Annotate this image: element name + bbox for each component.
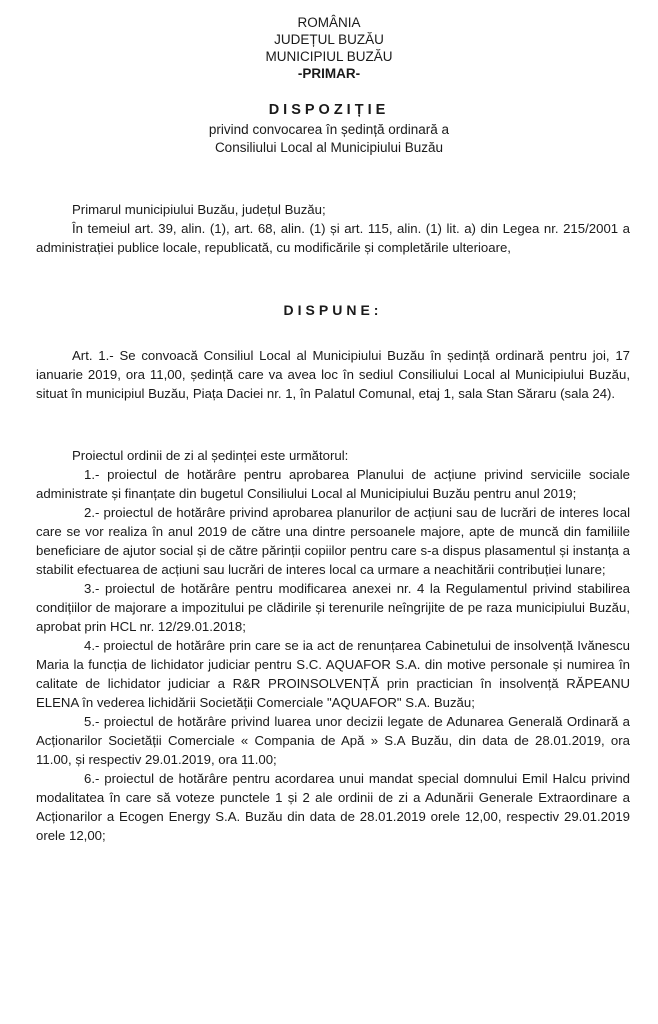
header-county: JUDEȚUL BUZĂU bbox=[274, 32, 384, 47]
header-municipality: MUNICIPIUL BUZĂU bbox=[265, 49, 393, 64]
subtitle-line-2: Consiliului Local al Municipiului Buzău bbox=[214, 140, 444, 155]
header-mayor: -PRIMAR- bbox=[297, 66, 361, 81]
dispune-label: DISPUNE: bbox=[283, 302, 383, 318]
agenda-item: 2.- proiectul de hotărâre privind aprobarea planurilor de acțiuni sau de lucrări de interes local care se vor realiza în anul 2019 de către una dintre persoanele majore, apte de muncă din familiile beneficiare de ajutor social și de către părinții copiilor pentru care s-a dispus plasamentul și instanța a stabilit efectuarea de acțiuni sau lucrări de interes local ca urmare a neachitării contribuției lunare; bbox=[36, 505, 630, 577]
document-subtitle bbox=[0, 121, 658, 157]
header-country: ROMÂNIA bbox=[297, 15, 361, 30]
agenda-item: 4.- proiectul de hotărâre prin care se ia act de renunțarea Cabinetului de insolvență Ivănescu Maria la funcția de lichidator judiciar pentru S.C. AQUAFOR S.A. din motive personale și numirea în calitate de lichidator judiciar a R&R PROINSOLVENȚĂ prin practician în insolvență RĂPEANU ELENA în vederea lichidării Societății Comerciale "AQUAFOR" S.A. Buzău; bbox=[36, 638, 630, 710]
document-title: DISPOZIȚIE bbox=[268, 102, 390, 118]
preamble-legal-basis: În temeiul art. 39, alin. (1), art. 68, alin. (1) și art. 115, alin. (1) lit. a) din Legea nr. 215/2001 a administrației publice locale, republicată, cu modificările și completările ulterioare, bbox=[36, 221, 630, 255]
agenda-item: 5.- proiectul de hotărâre privind luarea unor decizii legate de Adunarea Generală Ordinară a Acționarilor Societății Comerciale « Compania de Apă » S.A Buzău, din data de 28.01.2019, ora 11.00, și respectiv 29.01.2019, ora 11.00; bbox=[36, 714, 630, 767]
agenda bbox=[36, 446, 630, 845]
preamble bbox=[36, 200, 630, 257]
preamble-mayor: Primarul municipiului Buzău, județul Buzău; bbox=[72, 202, 326, 217]
agenda-item: 1.- proiectul de hotărâre pentru aprobarea Planului de acțiune privind serviciile sociale administrate și finanțate din bugetul Consiliului Local al Municipiului Buzău pentru anul 2019; bbox=[36, 467, 630, 501]
agenda-intro: Proiectul ordinii de zi al ședinței este următorul: bbox=[72, 448, 349, 463]
article-1-text: Art. 1.- Se convoacă Consiliul Local al Municipiului Buzău în ședință ordinară pentru joi, 17 ianuarie 2019, ora 11,00, ședință care va avea loc în sediul Consiliului Local al Municipiului Buzău, situat în municipiul Buzău, Piața Daciei nr. 1, în Palatul Comunal, etaj 1, sala Stan Săraru (sala 24). bbox=[36, 348, 630, 401]
dispune-heading bbox=[36, 302, 630, 318]
document-header bbox=[0, 0, 658, 82]
agenda-item: 3.- proiectul de hotărâre pentru modificarea anexei nr. 4 la Regulamentul privind stabilirea condițiilor de majorare a impozitului pe clădirile și terenurile neîngrijite de pe raza municipiului Buzău, aprobat prin HCL nr. 12/29.01.2018; bbox=[36, 581, 630, 634]
article-1 bbox=[36, 346, 630, 403]
agenda-item: 6.- proiectul de hotărâre pentru acordarea unui mandat special domnului Emil Halcu privind modalitatea în care să voteze punctele 1 și 2 ale ordinii de zi a Adunării Generale Extraordinare a Acționarilor a Ecogen Energy S.A. Buzău din data de 28.01.2019 orele 12,00, respectiv 29.01.2019 orele 12,00; bbox=[36, 771, 630, 843]
subtitle-line-1: privind convocarea în ședință ordinară a bbox=[208, 122, 450, 137]
